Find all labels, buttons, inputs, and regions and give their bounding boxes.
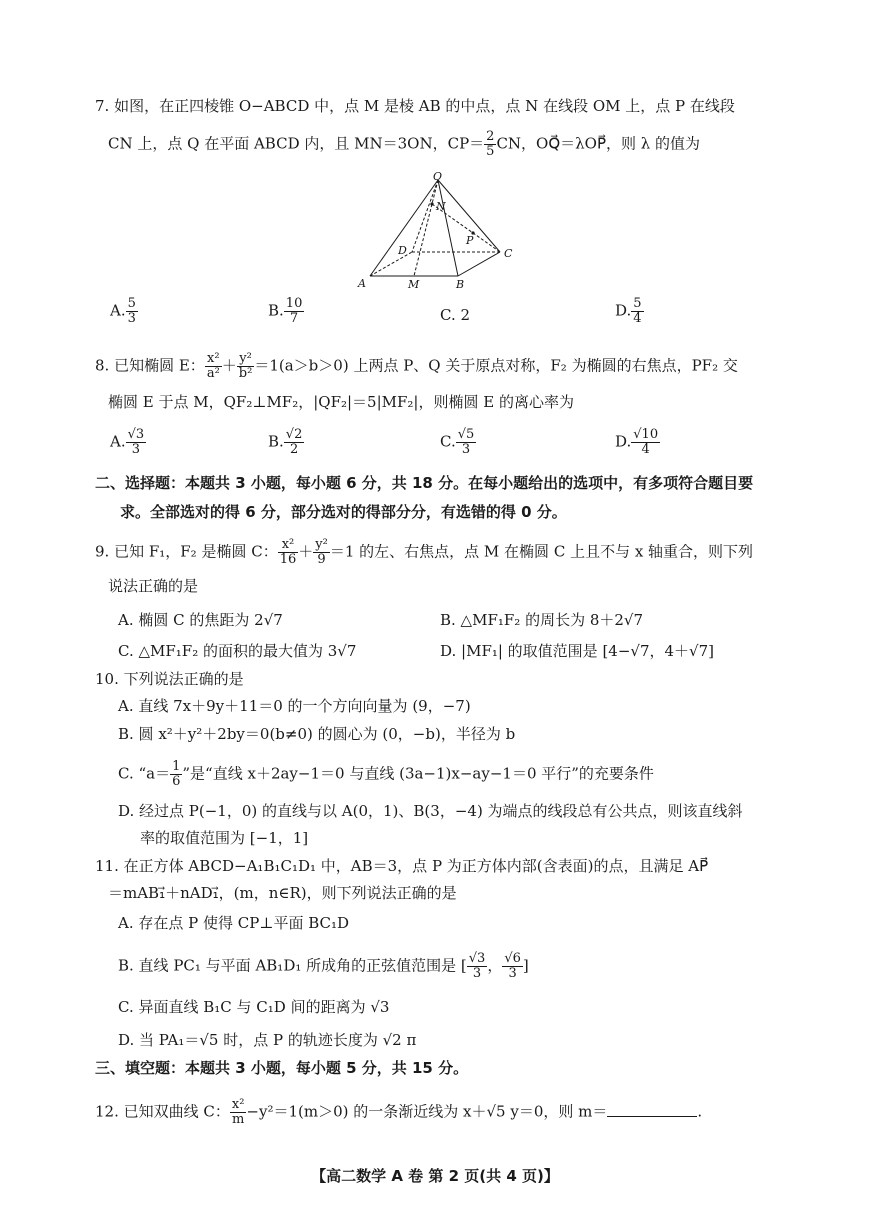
segment-OM <box>414 180 438 276</box>
q7-line1: 7. 如图，在正四棱锥 O−ABCD 中，点 M 是棱 AB 的中点，点 N 在线段 OM 上，点 P 在线段 <box>95 97 735 115</box>
q7-option-b: B. $\frac{10}{7}$ <box>268 296 303 326</box>
label-P: P <box>466 234 474 247</box>
pyramid-figure <box>350 168 525 293</box>
q9-option-a: A. 椭圆 C 的焦距为 2√7 <box>118 611 283 629</box>
edge-OA <box>370 180 438 276</box>
q11-line2: ＝mAB₁⃗＋nAD₁⃗，(m，n∈R)，则下列说法正确的是 <box>108 884 457 902</box>
q10-option-a: A. 直线 7x＋9y＋11＝0 的一个方向向量为 (9，−7) <box>118 697 471 715</box>
label-O: O <box>433 170 443 183</box>
q10-option-b: B. 圆 x²＋y²＋2by＝0(b≠0) 的圆心为 (0，−b)，半径为 b <box>118 725 516 743</box>
q10-option-c: C. “a＝ $\frac{1}{6}$ ”是“直线 x＋2ay−1＝0 与直线 (3a−1)x−ay−1＝0 平行”的充要条件 <box>118 759 654 789</box>
q8-option-a: A. $\frac{√3}{3}$ <box>110 427 145 457</box>
q8-option-d: D. $\frac{√10}{4}$ <box>615 427 659 457</box>
q7-option-c: C. 2 <box>440 306 471 324</box>
edge-OB <box>438 180 458 276</box>
q10-option-d-line1: D. 经过点 P(−1，0) 的直线与以 A(0，1)、B(3，−4) 为端点的线段总有公共点，则该直线斜 <box>118 802 743 820</box>
q12-line: 12. 已知双曲线 C： $\frac{\text{x²}}{m}$ −y²＝1(m＞0) 的一条渐近线为 x＋√5 y＝0，则 m＝ . <box>95 1097 703 1127</box>
q7-option-a: A. $\frac{5}{3}$ <box>110 296 136 326</box>
edge-OD <box>412 180 438 252</box>
label-N: N <box>436 200 446 213</box>
q10-stem: 10. 下列说法正确的是 <box>95 670 244 688</box>
q9-option-d: D. |MF₁| 的取值范围是 [4−√7，4＋√7] <box>440 642 715 660</box>
q7-option-d: D. $\frac{5}{4}$ <box>615 296 642 326</box>
section3-heading: 三、填空题：本题共 3 小题，每小题 5 分，共 15 分。 <box>95 1059 469 1077</box>
q8-option-b: B. $\frac{√2}{2}$ <box>268 427 303 457</box>
q9-option-c: C. △MF₁F₂ 的面积的最大值为 3√7 <box>118 642 357 660</box>
label-M: M <box>408 278 420 291</box>
q11-option-b: B. 直线 PC₁ 与平面 AB₁D₁ 所成角的正弦值范围是 [ $\frac{√3}{3}$ ， $\frac{√6}{3}$ ] <box>118 951 529 981</box>
section2-heading-line1: 二、选择题：本题共 3 小题，每小题 6 分，共 18 分。在每小题给出的选项中，有多项符合题目要 <box>95 474 754 492</box>
label-A: A <box>358 277 366 290</box>
q11-option-c: C. 异面直线 B₁C 与 C₁D 间的距离为 √3 <box>118 998 390 1016</box>
q8-line1: 8. 已知椭圆 E： $\frac{\text{x²}}{\text{a²}}$ ＋ $\frac{\text{y²}}{\text{b²}}$ ＝1(a＞b＞0) 上两点 P、Q 关于原点对称，F₂ 为椭圆的右焦点，PF₂ 交 <box>95 351 738 381</box>
point-N <box>430 202 433 205</box>
q10-option-d-line2: 率的取值范围为 [−1，1] <box>140 829 309 847</box>
q7-fraction: $\frac{2}{5}$ <box>486 129 495 159</box>
q11-option-a: A. 存在点 P 使得 CP⊥平面 BC₁D <box>118 914 350 932</box>
q9-line1: 9. 已知 F₁，F₂ 是椭圆 C： $\frac{\text{x²}}{16}$ ＋ $\frac{\text{y²}}{9}$ ＝1 的左、右焦点，点 M 在椭圆 C 上且不与 x 轴重合，则下列 <box>95 537 754 567</box>
label-B: B <box>456 278 465 291</box>
q8-option-c: C. $\frac{√5}{3}$ <box>440 427 475 457</box>
q11-line1: 11. 在正方体 ABCD−A₁B₁C₁D₁ 中，AB＝3，点 P 为正方体内部(含表面)的点，且满足 AP⃗ <box>95 857 709 875</box>
q11-option-d: D. 当 PA₁＝√5 时，点 P 的轨迹长度为 √2 π <box>118 1031 417 1049</box>
q7-line2: CN 上，点 Q 在平面 ABCD 内，且 MN＝3ON，CP＝ $\frac{2}{5}$ CN，OQ⃗＝λOP⃗，则 λ 的值为 <box>108 129 701 159</box>
q9-line2: 说法正确的是 <box>108 577 199 595</box>
section2-heading-line2: 求。全部选对的得 6 分，部分选对的得部分分，有选错的得 0 分。 <box>120 503 567 521</box>
q8-line2: 椭圆 E 于点 M，QF₂⊥MF₂，|QF₂|＝5|MF₂|，则椭圆 E 的离心率为 <box>108 393 574 411</box>
q9-option-b: B. △MF₁F₂ 的周长为 8＋2√7 <box>440 611 644 629</box>
answer-blank[interactable] <box>607 1102 697 1117</box>
page-footer: 【高二数学 A 卷 第 2 页(共 4 页)】 <box>311 1167 559 1185</box>
edge-BC <box>458 252 500 276</box>
label-C: C <box>504 247 513 260</box>
label-D: D <box>398 244 407 257</box>
